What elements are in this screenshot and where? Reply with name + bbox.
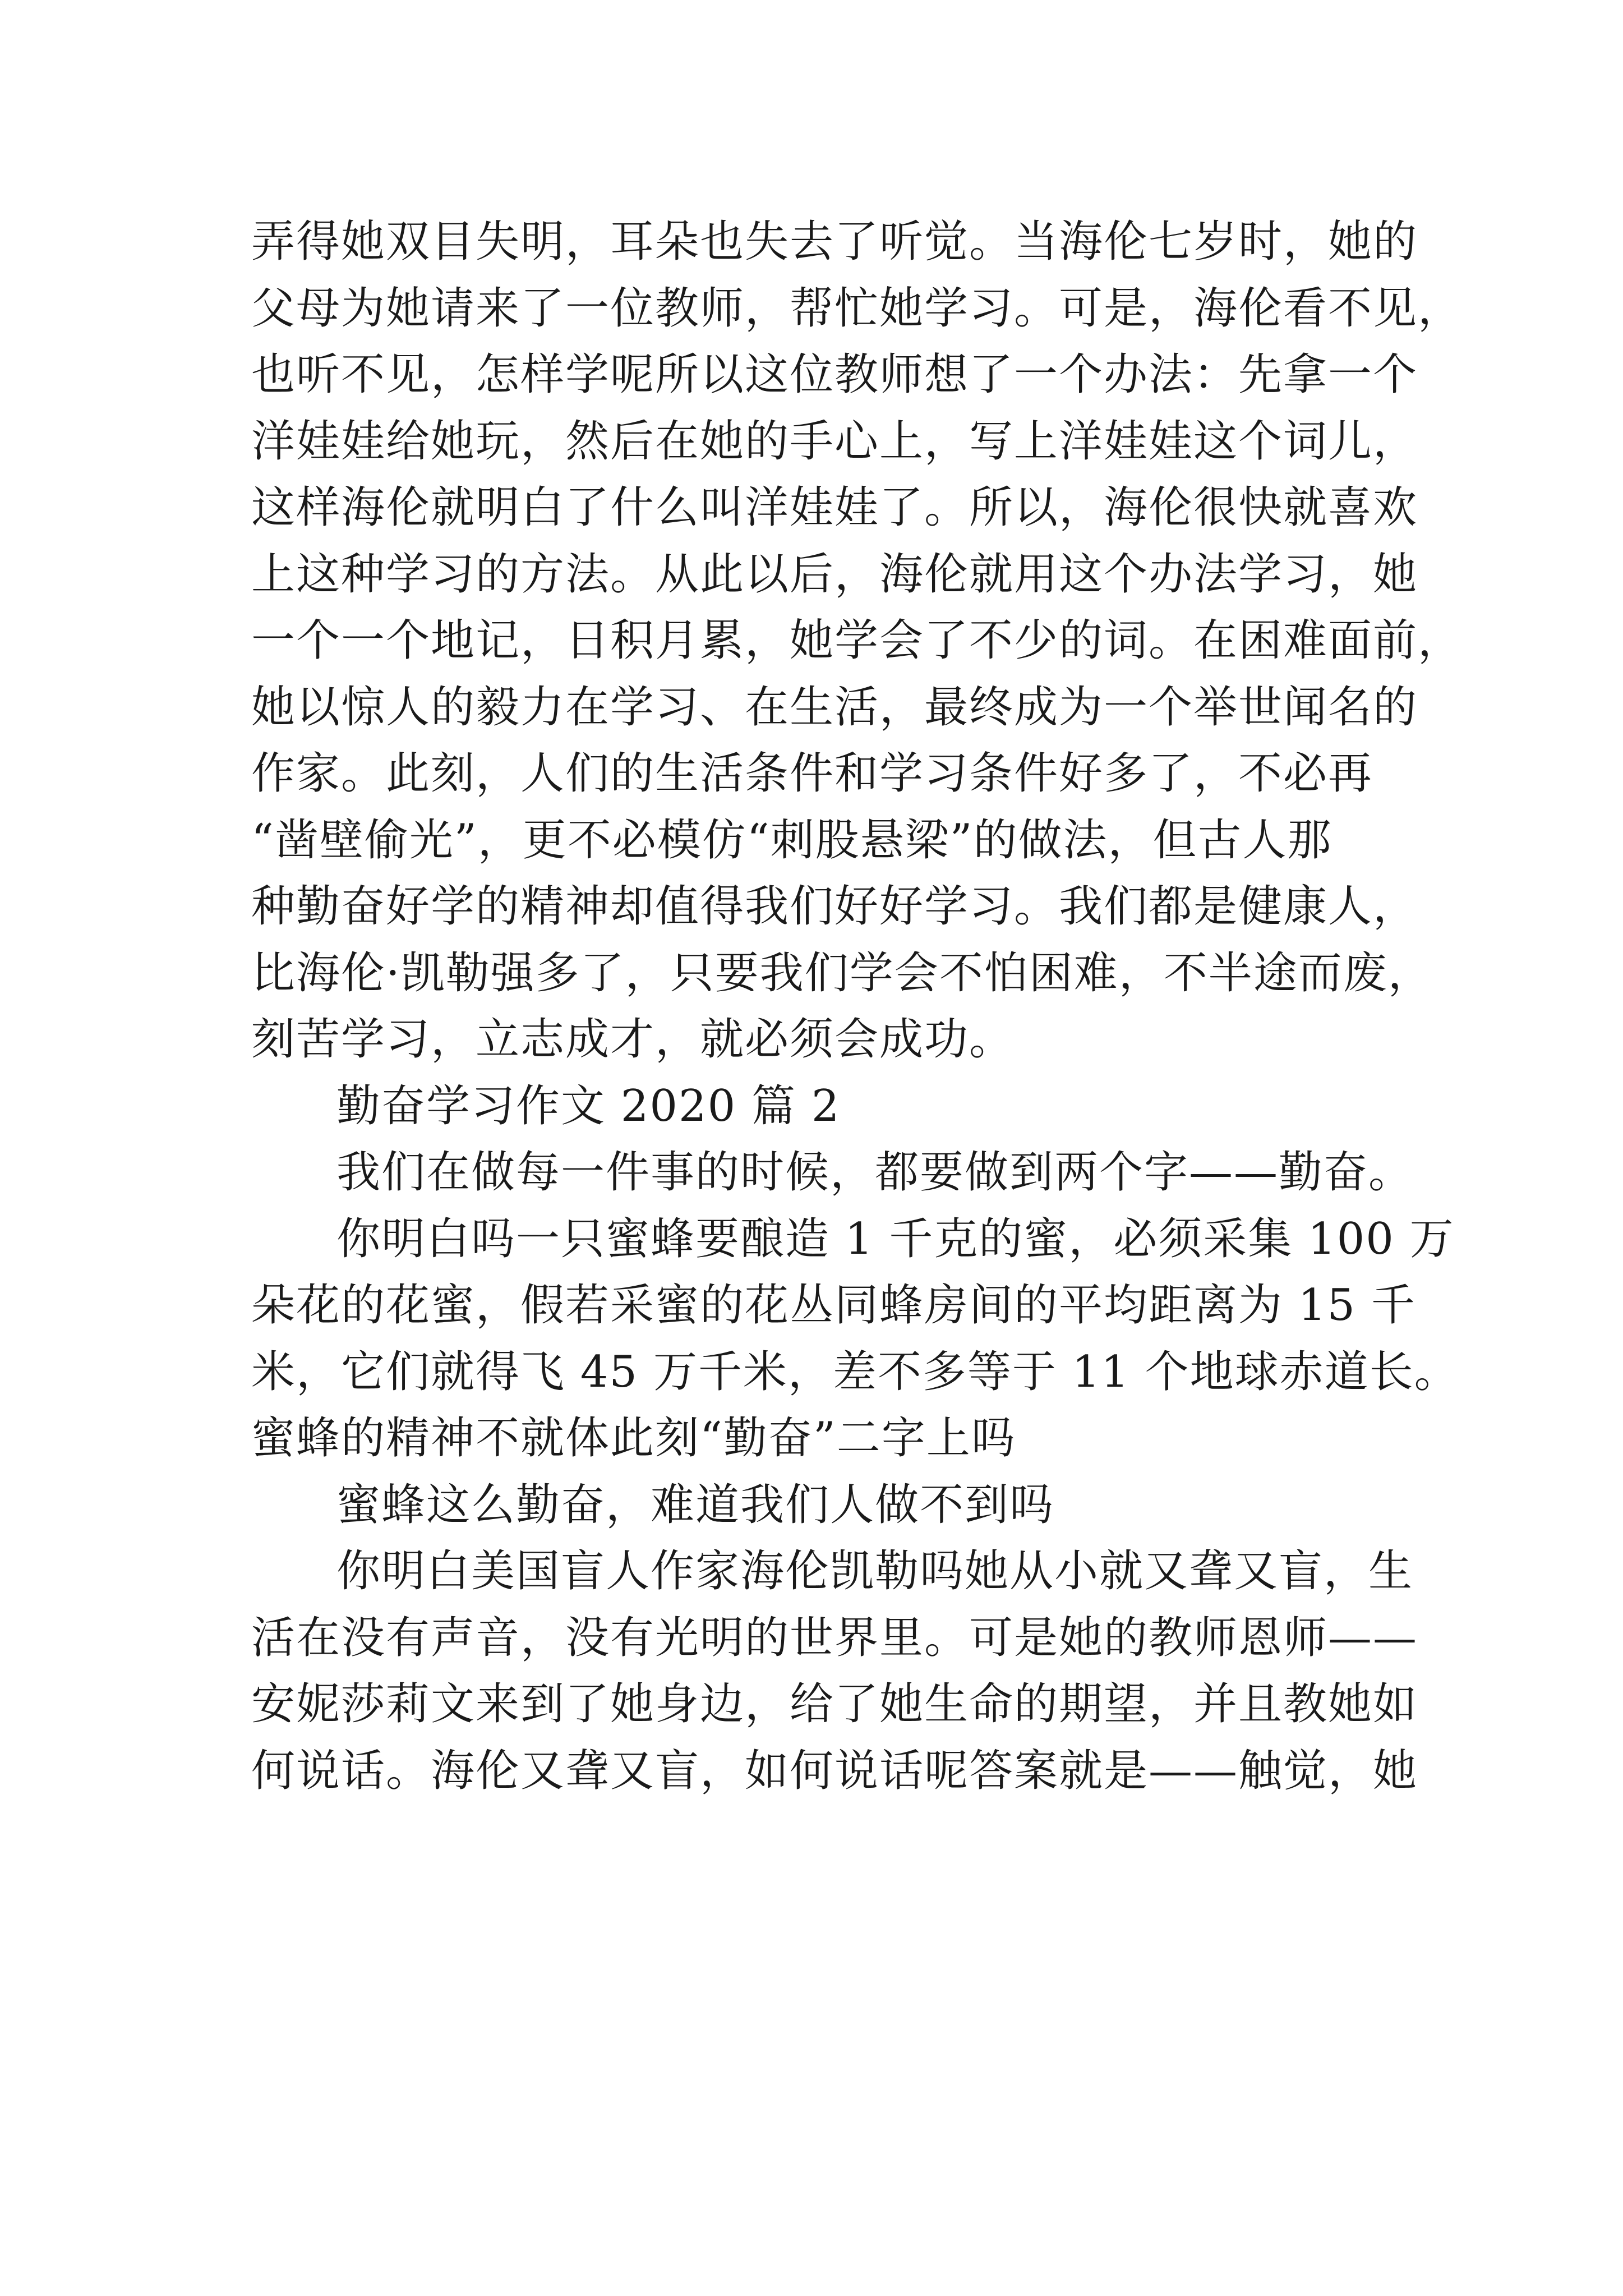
section-heading: 勤奋学习作文 2020 篇 2 xyxy=(336,1080,841,1131)
text-line: 朵花的花蜜，假若采蜜的花丛同蜂房间的平均距离为 15 千 xyxy=(251,1280,1416,1331)
text-line: 作家。此刻，人们的生活条件和学习条件好多了，不必再 xyxy=(251,748,1373,799)
text-line: 上这种学习的方法。从此以后，海伦就用这个办法学习，她 xyxy=(251,549,1418,600)
text-line: 蜜蜂这么勤奋，难道我们人做不到吗 xyxy=(336,1479,1055,1530)
text-line: 何说话。海伦又聋又盲，如何说话呢答案就是——触觉，她 xyxy=(251,1745,1418,1796)
text-line: 一个一个地记，日积月累，她学会了不少的词。在困难面前， xyxy=(251,615,1463,666)
document-body xyxy=(251,209,1463,1804)
text-line: 米，它们就得飞 45 万千米，差不多等于 11 个地球赤道长。 xyxy=(251,1346,1459,1397)
text-line: 你明白美国盲人作家海伦凯勒吗她从小就又聋又盲，生 xyxy=(336,1546,1414,1596)
text-line: 你明白吗一只蜜蜂要酿造 1 千克的蜜，必须采集 100 万 xyxy=(336,1213,1455,1264)
text-line: “凿壁偷光”，更不必模仿“刺股悬梁”的做法，但古人那 xyxy=(251,815,1332,866)
text-line: 她以惊人的毅力在学习、在生活，最终成为一个举世闻名的 xyxy=(251,682,1418,733)
text-line: 洋娃娃给她玩，然后在她的手心上，写上洋娃娃这个词儿， xyxy=(251,416,1418,467)
text-line: 这样海伦就明白了什么叫洋娃娃了。所以，海伦很快就喜欢 xyxy=(251,482,1418,533)
text-line: 蜜蜂的精神不就体此刻“勤奋”二字上吗 xyxy=(251,1413,1016,1464)
text-line: 也听不见，怎样学呢所以这位教师想了一个办法：先拿一个 xyxy=(251,349,1418,400)
text-line: 种勤奋好学的精神却值得我们好好学习。我们都是健康人， xyxy=(251,881,1418,932)
text-line: 安妮莎莉文来到了她身边，给了她生命的期望，并且教她如 xyxy=(251,1679,1418,1729)
text-line: 比海伦·凯勒强多了，只要我们学会不怕困难，不半途而废， xyxy=(251,947,1433,999)
text-line: 我们在做每一件事的时候，都要做到两个字——勤奋。 xyxy=(336,1147,1414,1198)
text-line: 活在没有声音，没有光明的世界里。可是她的教师恩师—— xyxy=(251,1612,1418,1663)
text-line: 刻苦学习，立志成才，就必须会成功。 xyxy=(251,1014,1015,1065)
text-line: 父母为她请来了一位教师，帮忙她学习。可是，海伦看不见， xyxy=(251,283,1463,334)
text-line: 弄得她双目失明，耳朵也失去了听觉。当海伦七岁时，她的 xyxy=(251,217,1418,267)
